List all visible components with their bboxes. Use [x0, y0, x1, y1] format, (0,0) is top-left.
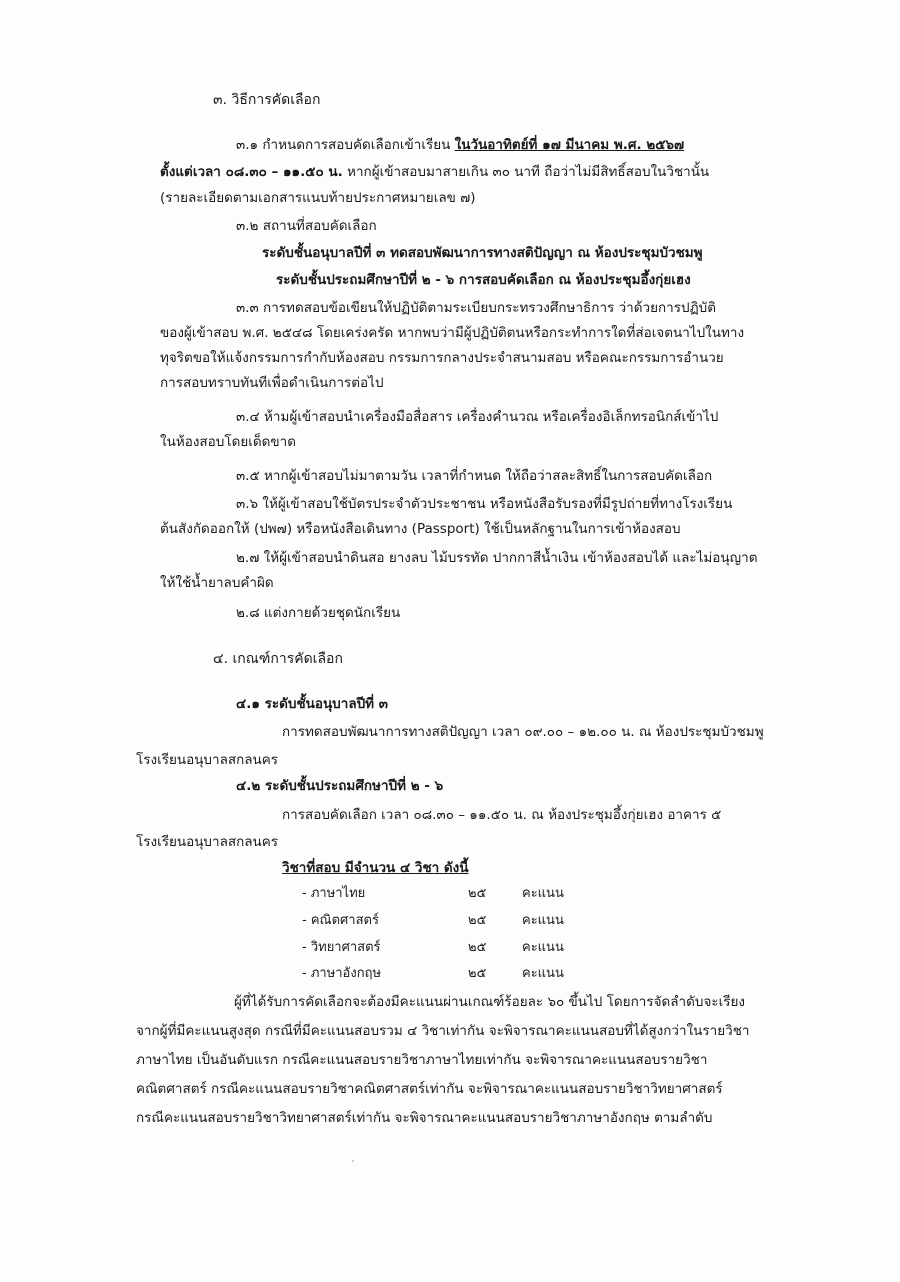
para-3-3-line-4: การสอบทราบทันทีเพื่อดำเนินการต่อไป	[160, 375, 384, 391]
subject-name: - วิทยาศาสตร์	[302, 940, 381, 955]
criteria-4-1-title: ๔.๑ ระดับชั้นอนุบาลปีที่ ๓	[236, 696, 389, 712]
para-3-3-line-1: ๓.๓ การทดสอบข้อเขียนให้ปฏิบัติตามระเบียบกระทรวงศึกษาธิการ ว่าด้วยการปฏิบัติ	[236, 300, 716, 316]
subject-unit: คะแนน	[522, 966, 564, 981]
subject-score: ๒๕	[468, 966, 487, 981]
exam-date: ในวันอาทิตย์ที่ ๑๗ มีนาคม พ.ศ. ๒๕๖๗	[454, 137, 685, 153]
scan-speck	[352, 1160, 354, 1162]
final-para-line-5: กรณีคะแนนสอบรายวิชาวิทยาศาสตร์เท่ากัน จะพิจารณาคะแนนสอบรายวิชาภาษาอังกฤษ ตามลำดับ	[136, 1110, 713, 1126]
para-3-7-line-2: ให้ใช้น้ำยาลบคำผิด	[160, 575, 274, 591]
para-3-8: ๒.๘ แต่งกายด้วยชุดนักเรียน	[236, 605, 401, 621]
para-3-1-line-1	[236, 135, 684, 155]
para-3-3-line-2: ของผู้เข้าสอบ พ.ศ. ๒๕๔๘ โดยเคร่งครัด หากพบว่ามีผู้ปฏิบัติตนหรือกระทำการใดที่ส่อเจตนาไปในทาง	[160, 325, 745, 341]
para-3-7-line-1: ๒.๗ ให้ผู้เข้าสอบนำดินสอ ยางลบ ไม้บรรทัด ปากกาสีน้ำเงิน เข้าห้องสอบได้ และไม่อนุญาต	[236, 550, 758, 566]
subject-unit: คะแนน	[522, 940, 564, 955]
criteria-4-2-line-1: การสอบคัดเลือก เวลา ๐๘.๓๐ – ๑๑.๕๐ น. ณ ห้องประชุมอึ้งกุ่ยเฮง อาคาร ๕	[282, 807, 722, 823]
para-3-5: ๓.๕ หากผู้เข้าสอบไม่มาตามวัน เวลาที่กำหนด ให้ถือว่าสละสิทธิ์ในการสอบคัดเลือก	[236, 468, 713, 484]
subject-unit: คะแนน	[522, 886, 564, 901]
section-3-heading: ๓. วิธีการคัดเลือก	[213, 92, 321, 108]
final-para-line-1: ผู้ที่ได้รับการคัดเลือกจะต้องมีคะแนนผ่านเกณฑ์ร้อยละ ๖๐ ขึ้นไป โดยการจัดลำดับจะเรียง	[234, 994, 745, 1010]
subject-score: ๒๕	[468, 886, 487, 901]
subject-name: - ภาษาไทย	[302, 886, 366, 901]
para-3-2: ๓.๒ สถานที่สอบคัดเลือก	[236, 218, 377, 234]
criteria-4-2-line-2: โรงเรียนอนุบาลสกลนคร	[136, 834, 279, 850]
para-3-6-line-1: ๓.๖ ให้ผู้เข้าสอบใช้บัตรประจำตัวประชาชน หรือหนังสือรับรองที่มีรูปถ่ายที่ทางโรงเรียน	[236, 496, 733, 512]
criteria-4-2-title: ๔.๒ ระดับชั้นประถมศึกษาปีที่ ๒ - ๖	[236, 778, 444, 794]
subject-name: - คณิตศาสตร์	[302, 913, 379, 928]
subjects-title: วิชาที่สอบ มีจำนวน ๔ วิชา ดังนี้	[282, 860, 469, 876]
para-3-1-line-2	[160, 162, 709, 182]
para-3-1-text: ๓.๑ กำหนดการสอบคัดเลือกเข้าเรียน	[236, 137, 455, 153]
para-3-3-line-3: ทุจริตขอให้แจ้งกรรมการกำกับห้องสอบ กรรมการกลางประจำสนามสอบ หรือคณะกรรมการอำนวย	[160, 350, 724, 366]
criteria-4-1-line-2: โรงเรียนอนุบาลสกลนคร	[136, 752, 279, 768]
subject-unit: คะแนน	[522, 913, 564, 928]
final-para-line-4: คณิตศาสตร์ กรณีคะแนนสอบรายวิชาคณิตศาสตร์เท่ากัน จะพิจารณาคะแนนสอบรายวิชาวิทยาศาสตร์	[136, 1081, 723, 1097]
subject-score: ๒๕	[468, 913, 487, 928]
venue-primary: ระดับชั้นประถมศึกษาปีที่ ๒ - ๖ การสอบคัดเลือก ณ ห้องประชุมอึ้งกุ่ยเฮง	[276, 272, 691, 288]
subject-score: ๒๕	[468, 940, 487, 955]
section-4-heading: ๔. เกณฑ์การคัดเลือก	[213, 651, 343, 667]
subject-name: - ภาษาอังกฤษ	[302, 966, 382, 981]
para-3-1-late-rule: หากผู้เข้าสอบมาสายเกิน ๓๐ นาที ถือว่าไม่มีสิทธิ์สอบในวิชานั้น	[342, 164, 710, 180]
para-3-6-line-2: ต้นสังกัดออกให้ (ปพ๗) หรือหนังสือเดินทาง (Passport) ใช้เป็นหลักฐานในการเข้าห้องสอบ	[160, 521, 681, 537]
para-3-1-line-3: (รายละเอียดตามเอกสารแนบท้ายประกาศหมายเลข ๗)	[160, 190, 476, 206]
criteria-4-1-line-1: การทดสอบพัฒนาการทางสติปัญญา เวลา ๐๙.๐๐ – ๑๒.๐๐ น. ณ ห้องประชุมบัวชมพู	[282, 724, 764, 740]
para-3-4-line-1: ๓.๔ ห้ามผู้เข้าสอบนำเครื่องมือสื่อสาร เครื่องคำนวณ หรือเครื่องอิเล็กทรอนิกส์เข้าไป	[236, 409, 719, 425]
final-para-line-2: จากผู้ที่มีคะแนนสูงสุด กรณีที่มีคะแนนสอบรวม ๔ วิชาเท่ากัน จะพิจารณาคะแนนสอบที่ได้สูงกว่าในรายวิชา	[136, 1023, 750, 1039]
para-3-4-line-2: ในห้องสอบโดยเด็ดขาด	[160, 434, 296, 450]
final-para-line-3: ภาษาไทย เป็นอันดับแรก กรณีคะแนนสอบรายวิชาภาษาไทยเท่ากัน จะพิจารณาคะแนนสอบรายวิชา	[136, 1052, 708, 1068]
venue-kindergarten: ระดับชั้นอนุบาลปีที่ ๓ ทดสอบพัฒนาการทางสติปัญญา ณ ห้องประชุมบัวชมพู	[262, 245, 703, 261]
exam-time: ตั้งแต่เวลา ๐๘.๓๐ – ๑๑.๕๐ น.	[160, 164, 343, 180]
